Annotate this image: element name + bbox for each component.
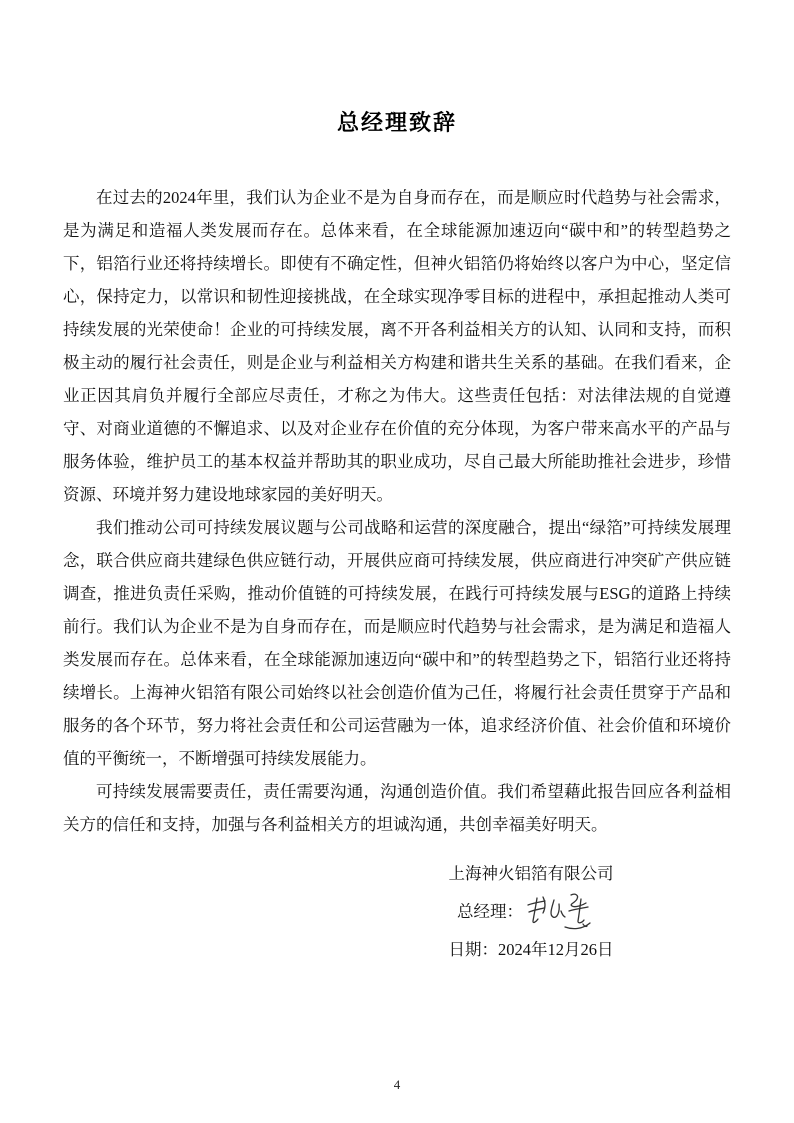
signature-role-line: [401, 891, 661, 933]
page-title: 总经理致辞: [336, 110, 457, 135]
signature-date: 日期：2024年12月26日: [448, 940, 614, 959]
letter-body: [0, 181, 794, 841]
letter-paragraph: 我们推动公司可持续发展议题与公司战略和运营的深度融合，提出“绿箔”可持续发展理念，联合供应商共建绿色供应链行动，开展供应商可持续发展，供应商进行冲突矿产供应链调查，推进负责任采购，推动价值链的可持续发展，在践行可持续发展与ESG的道路上持续前行。我们认为企业不是为自身而存在，而是顺应时代趋势与社会需求，是为满足和造福人类发展而存在。总体来看，在全球能源加速迈向“碳中和”的转型趋势之下，铝箔行业还将持续增长。上海神火铝箔有限公司始终以社会创造价值为己任，将履行社会责任贯穿于产品和服务的各个环节，努力将社会责任和公司运营融为一体，追求经济价值、社会价值和环境价值的平衡统一，不断增强可持续发展能力。: [63, 518, 731, 768]
letter-paragraph: 可持续发展需要责任，责任需要沟通，沟通创造价值。我们希望藉此报告回应各利益相关方的信任和支持，加强与各利益相关方的坦诚沟通，共创幸福美好明天。: [63, 782, 731, 834]
page-number: 4: [393, 1077, 401, 1092]
signature-company: 上海神火铝箔有限公司: [448, 864, 614, 883]
letter-paragraph: 在过去的2024年里，我们认为企业不是为自身而存在，而是顺应时代趋势与社会需求，是为满足和造福人类发展而存在。总体来看，在全球能源加速迈向“碳中和”的转型趋势之下，铝箔行业还将持续增长。即使有不确定性，但神火铝箔仍将始终以客户为中心，坚定信心，保持定力，以常识和韧性迎接挑战，在全球实现净零目标的进程中，承担起推动人类可持续发展的光荣使命！企业的可持续发展，离不开各利益相关方的认知、认同和支持，而积极主动的履行社会责任，则是企业与利益相关方构建和谐共生关系的基础。在我们看来，企业正因其肩负并履行全部应尽责任，才称之为伟大。这些责任包括：对法律法规的自觉遵守、对商业道德的不懈追求、以及对企业存在价值的充分体现，为客户带来高水平的产品与服务体验，维护员工的基本权益并帮助其的职业成功，尽自己最大所能助推社会进步，珍惜资源、环境并努力建设地球家园的美好明天。: [63, 188, 731, 504]
signature-role-label: 总经理：: [457, 902, 523, 921]
signature-block: [401, 857, 661, 967]
